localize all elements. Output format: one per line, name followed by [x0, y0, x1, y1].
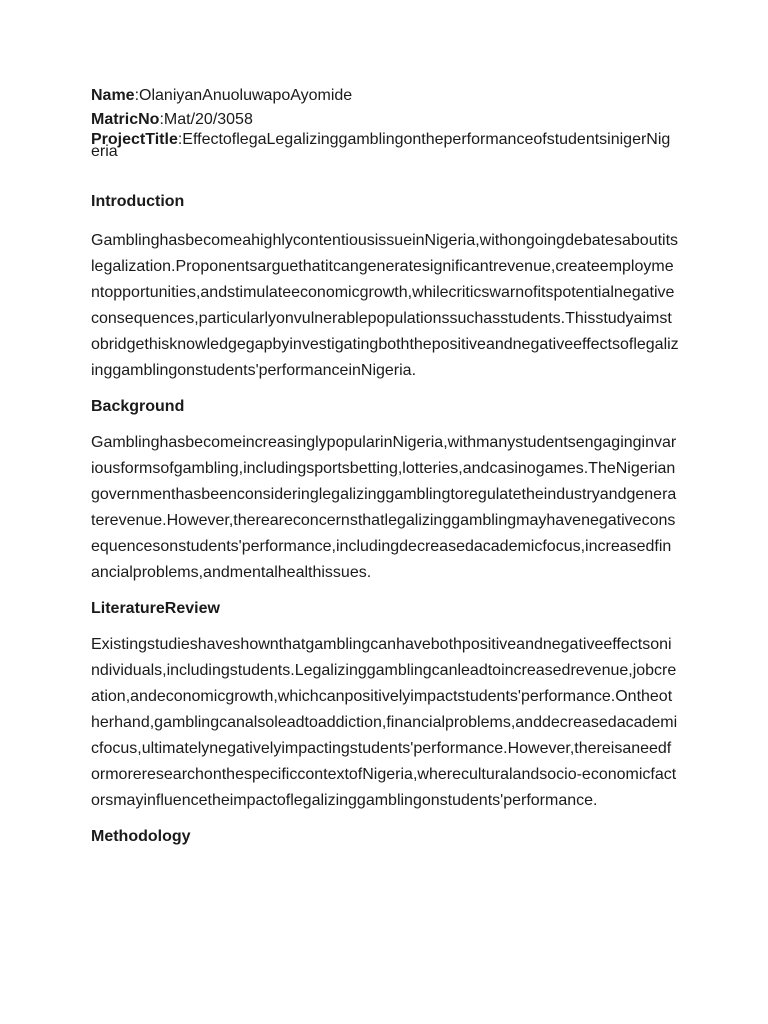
document-page	[91, 84, 679, 849]
name-value: :OlaniyanAnuoluwapoAyomide	[134, 87, 353, 104]
introduction-paragraph: GamblinghasbecomeahighlycontentiousissueinNigeria,withongoingdebatesaboutitslegalization.Proponentsarguethatitcangeneratesignificantrevenue,createemploymentopportunities,andstimulateeconomicgrowth,whilecriticswarnofitspotentialnegativeconsequences,particularlyonvulnerablepopulationssuchasstudents.Thisstudyaimstobridgethisknowledgegapbyinvestigatingboththepositiveandnegativeeffectsoflegalizinggamblingonstudents'performanceinNigeria.	[91, 232, 679, 379]
name-label: Name	[91, 87, 135, 104]
background-heading: Background	[91, 398, 185, 415]
introduction-heading: Introduction	[91, 193, 185, 210]
literature-review-paragraph: Existingstudieshaveshownthatgamblingcanhavebothpositiveandnegativeeffectsonindividuals,includingstudents.Legalizinggamblingcanleadtoincreasedrevenue,jobcreation,andeconomicgrowth,whichcanpositivelyimpactstudents'performance.Ontheotherhand,gamblingcanalsoleadtoaddiction,financialproblems,anddecreasedacademicfocus,ultimatelynegativelyimpactingstudents'performance.However,thereisaneedformoreresearchonthespecificcontextofNigeria,whereculturalandsocio-economicfactorsmayinfluencetheimpactoflegalizinggamblingonstudents'performance.	[91, 636, 678, 809]
student-name-line	[91, 84, 679, 108]
background-paragraph: GamblinghasbecomeincreasinglypopularinNigeria,withmanystudentsengaginginvariousformsofgambling,includingsportsbetting,lotteries,andcasinogames.TheNigeriangovernmenthasbeenconsideringlegalizinggamblingtoregulatetheindustryandgeneraterevenue.However,thereareconcernsthatlegalizinggamblingmayhavenegativeconsequencesonstudents'performance,includingdecreasedacademicfocus,increasedfinancialproblems,andmentalhealthissues.	[91, 434, 677, 581]
literature-review-heading: LiteratureReview	[91, 600, 220, 617]
matric-value: :Mat/20/3058	[159, 111, 253, 128]
methodology-heading: Methodology	[91, 828, 191, 845]
project-title-label: ProjectTitle	[91, 131, 178, 148]
matric-label: MatricNo	[91, 111, 160, 128]
project-title-value: :EffectoflegaLegalizinggamblingontheperformanceofstudentsinigerNigeria	[91, 131, 671, 160]
matric-number-line	[91, 108, 679, 132]
project-title-line	[91, 131, 679, 160]
